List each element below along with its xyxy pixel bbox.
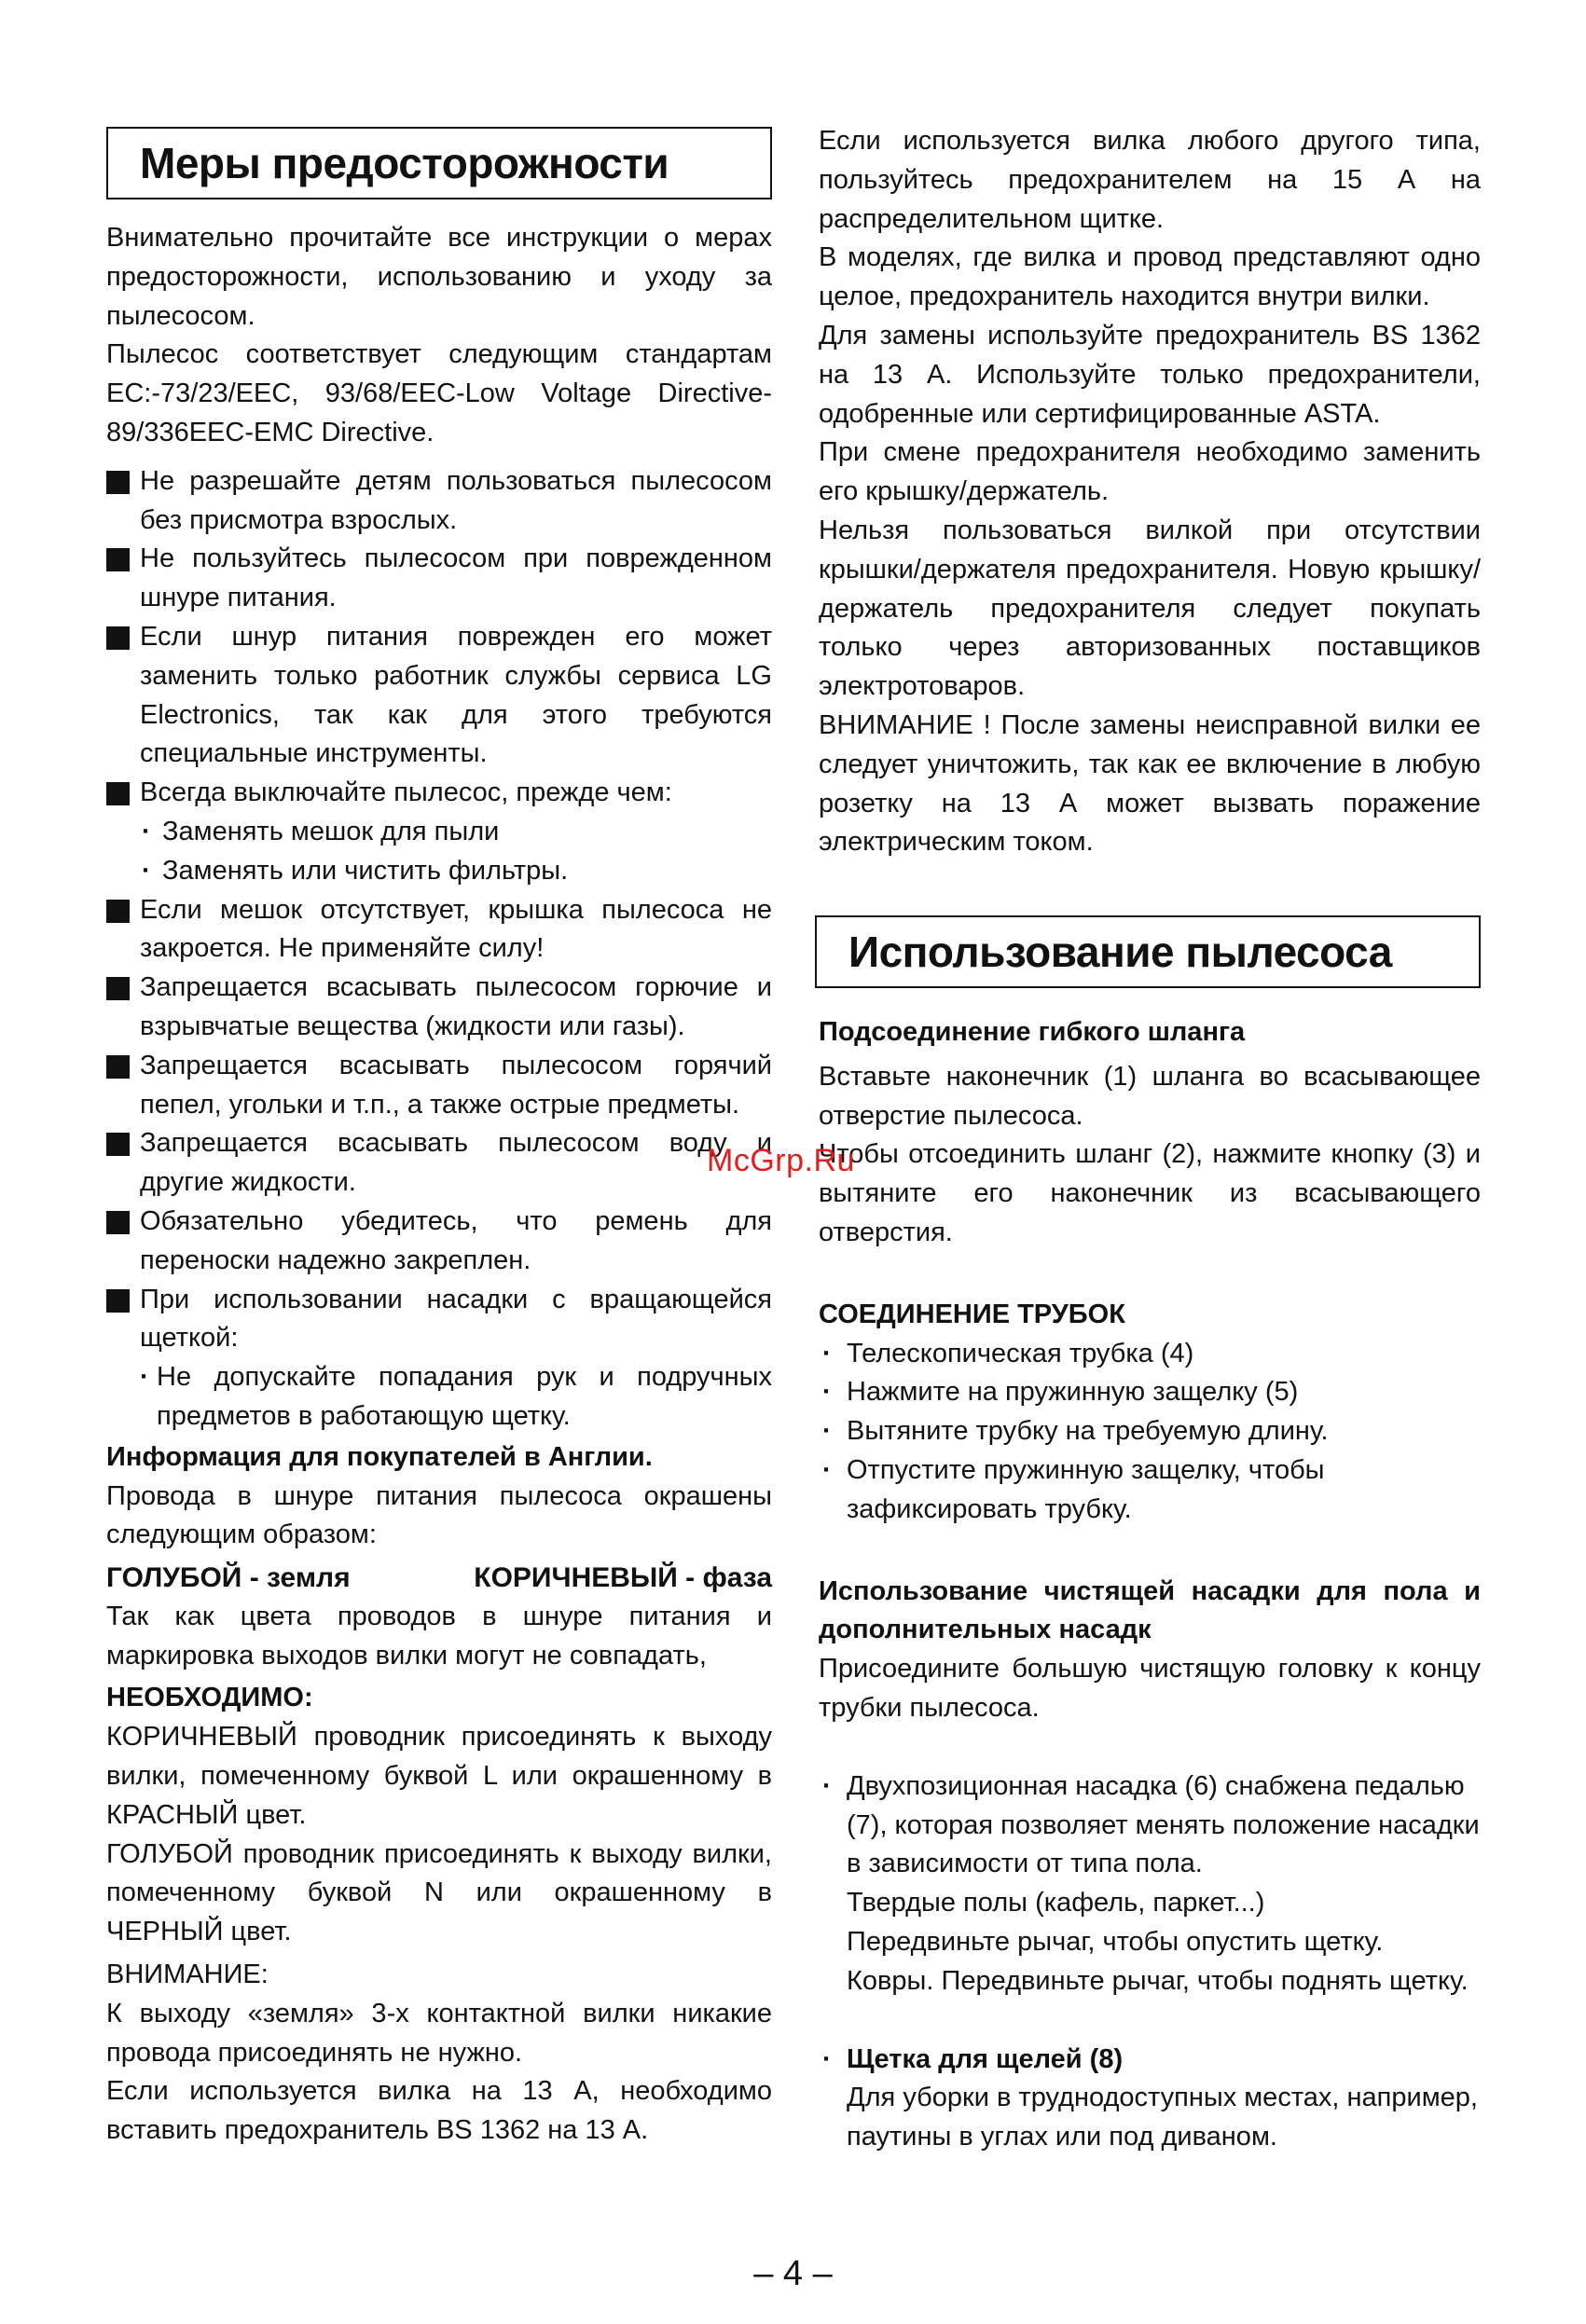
- watermark: McGrp.Ru: [707, 1143, 855, 1178]
- warning-item: Обязательно убедитесь, что ремень для переноски надежно закреплен.: [106, 1203, 772, 1281]
- fuse-text: При смене предохранителя необходимо заменить его крышку/держатель.: [819, 437, 1481, 507]
- tubes-heading: СОЕДИНЕНИЕ ТРУБОК: [819, 1299, 1125, 1329]
- tubes-item: · Отпустите пружинную защелку, чтобы зафиксировать трубку.: [819, 1451, 1481, 1530]
- warning-item-text: При использовании насадки с вращающейся щеткой:: [140, 1284, 772, 1354]
- warning-item: Запрещается всасывать пылесосом воду и другие жидкости.: [106, 1124, 772, 1203]
- brush-note: · Не допускайте попадания рук и подручных предметов в работающую щетку.: [140, 1362, 772, 1431]
- warning-item: Не пользуйтесь пылесосом при поврежденном шнуре питания.: [106, 540, 772, 618]
- warning-item-text: Всегда выключайте пылесос, прежде чем:: [140, 777, 672, 808]
- dual-nozzle-list: [819, 1767, 1481, 2001]
- attention-label: ВНИМАНИЕ:: [106, 1960, 269, 1990]
- warning-item: [106, 1281, 772, 1437]
- fuse-text: Нельзя пользоваться вилкой при отсутствии крышки/держателя предохранителя. Новую крышку/держатель предохранителя следует покупать только через авторизованных поставщиков электротоваров.: [819, 515, 1481, 702]
- standards-paragraph: Пылесос соответствует следующим стандартам EC:-73/23/EEC, 93/68/EEC-Low Voltage Directive-89/336EEC-EMC Directive.: [106, 339, 772, 447]
- tubes-item: · Телескопическая трубка (4): [819, 1335, 1481, 1374]
- usage-body: [819, 1013, 1481, 2157]
- tubes-item: · Вытяните трубку на требуемую длину.: [819, 1412, 1481, 1451]
- brown-wire-label: КОРИЧНЕВЫЙ - фаза: [474, 1562, 772, 1594]
- dual-line: Передвиньте рычаг, чтобы опустить щетку.: [847, 1926, 1384, 1957]
- intro-paragraph: Внимательно прочитайте все инструкции о мерах предосторожности, использованию и уходу за пылесосом.: [106, 223, 772, 331]
- required-text: К выходу «земля» 3-х контактной вилки никакие провода присоединять не нужно.: [106, 1998, 772, 2068]
- fuse-text: Для замены используйте предохранитель BS 1362 на 13 А. Используйте только предохранители, одобренные или сертифицированные ASTA.: [819, 320, 1481, 429]
- precautions-title-box: [106, 127, 772, 199]
- warning-item: Если мешок отсутствует, крышка пылесоса не закроется. Не применяйте силу!: [106, 891, 772, 969]
- usage-title: Использование пылесоса: [848, 928, 1392, 976]
- warning-item: [106, 774, 772, 890]
- crevice-list: [819, 2041, 1481, 2157]
- blue-wire-label: ГОЛУБОЙ - земля: [106, 1562, 351, 1594]
- tubes-list: [819, 1335, 1481, 1530]
- warning-item: Не разрешайте детям пользоваться пылесосом без присмотра взрослых.: [106, 462, 772, 541]
- fuse-section: [819, 122, 1481, 862]
- uk-text: Провода в шнуре питания пылесоса окрашены следующим образом:: [106, 1480, 772, 1550]
- hose-heading: Подсоединение гибкого шланга: [819, 1017, 1246, 1047]
- required-heading: НЕОБХОДИМО:: [106, 1683, 313, 1713]
- required-text: ГОЛУБОЙ проводник присоединять к выходу вилки, помеченному буквой N или окрашенному в ЧЕРНЫЙ цвет.: [106, 1838, 772, 1947]
- usage-title-box: [815, 915, 1481, 988]
- dual-nozzle-item: [819, 1767, 1481, 2001]
- dual-line: Твердые полы (кафель, паркет...): [847, 1888, 1265, 1918]
- wire-colors: [106, 1559, 772, 1598]
- mismatch-text: Так как цвета проводов в шнуре питания и маркировка выходов вилки могут не совпадать,: [106, 1601, 772, 1671]
- warning-item: Запрещается всасывать пылесосом горячий пепел, угольки и т.п., а также острые предметы.: [106, 1047, 772, 1125]
- warning-item: Если шнур питания поврежден его может заменить только работник службы сервиса LG Electronics, так как для этого требуются специальные инструменты.: [106, 618, 772, 774]
- required-text: Если используется вилка на 13 А, необходимо вставить предохранитель BS 1362 на 13 А.: [106, 2076, 772, 2146]
- nozzle-text: Присоедините большую чистящую головку к концу трубки пылесоса.: [819, 1654, 1481, 1723]
- warning-item: Запрещается всасывать пылесосом горючие и взрывчатые вещества (жидкости или газы).: [106, 969, 772, 1047]
- precautions-title: Меры предосторожности: [140, 139, 669, 187]
- required-text: КОРИЧНЕВЫЙ проводник присоединять к выходу вилки, помеченному буквой L или окрашенному в КРАСНЫЙ цвет.: [106, 1722, 772, 1830]
- nozzle-heading: Использование чистящей насадки для пола и дополнительных насадк: [819, 1575, 1481, 1645]
- dual-nozzle-text: Двухпозиционная насадка (6) снабжена педалью (7), которая позволяет менять положение насадки в зависимости от типа пола.: [847, 1770, 1480, 1879]
- before-item: · Заменять или чистить фильтры.: [140, 852, 772, 891]
- before-list: [140, 813, 772, 891]
- crevice-heading: · Щетка для щелей (8): [847, 2043, 1124, 2074]
- brush-note-text: Не допускайте попадания рук и подручных предметов в работающую щетку.: [157, 1362, 772, 1431]
- fuse-text: ВНИМАНИЕ ! После замены неисправной вилки ее следует уничтожить, так как ее включение в любую розетку на 13 А может вызвать поражение электрическим током.: [819, 709, 1481, 858]
- crevice-text: Для уборки в труднодоступных местах, например, паутины в углах или под диваном.: [847, 2083, 1478, 2152]
- fuse-text: В моделях, где вилка и провод представляют одно целое, предохранитель находится внутри вилки.: [819, 242, 1481, 312]
- before-item: · Заменять мешок для пыли: [140, 813, 772, 852]
- page-number: – 4 –: [753, 2254, 833, 2293]
- dual-line: Ковры. Передвиньте рычаг, чтобы поднять щетку.: [847, 1965, 1469, 1996]
- tubes-item: · Нажмите на пружинную защелку (5): [819, 1373, 1481, 1412]
- uk-heading: Информация для покупателей в Англии.: [106, 1441, 653, 1472]
- crevice-item: [819, 2041, 1481, 2157]
- hose-text: Чтобы отсоединить шланг (2), нажмите кнопку (3) и вытяните его наконечник из всасывающего отверстия.: [819, 1139, 1481, 1247]
- left-body: [106, 219, 772, 2151]
- hose-text: Вставьте наконечник (1) шланга во всасывающее отверстие пылесоса.: [819, 1061, 1481, 1131]
- warnings-list: [106, 462, 772, 1437]
- fuse-text: Если используется вилка любого другого типа, пользуйтесь предохранителем на 15 А на распределительном щитке.: [819, 126, 1481, 234]
